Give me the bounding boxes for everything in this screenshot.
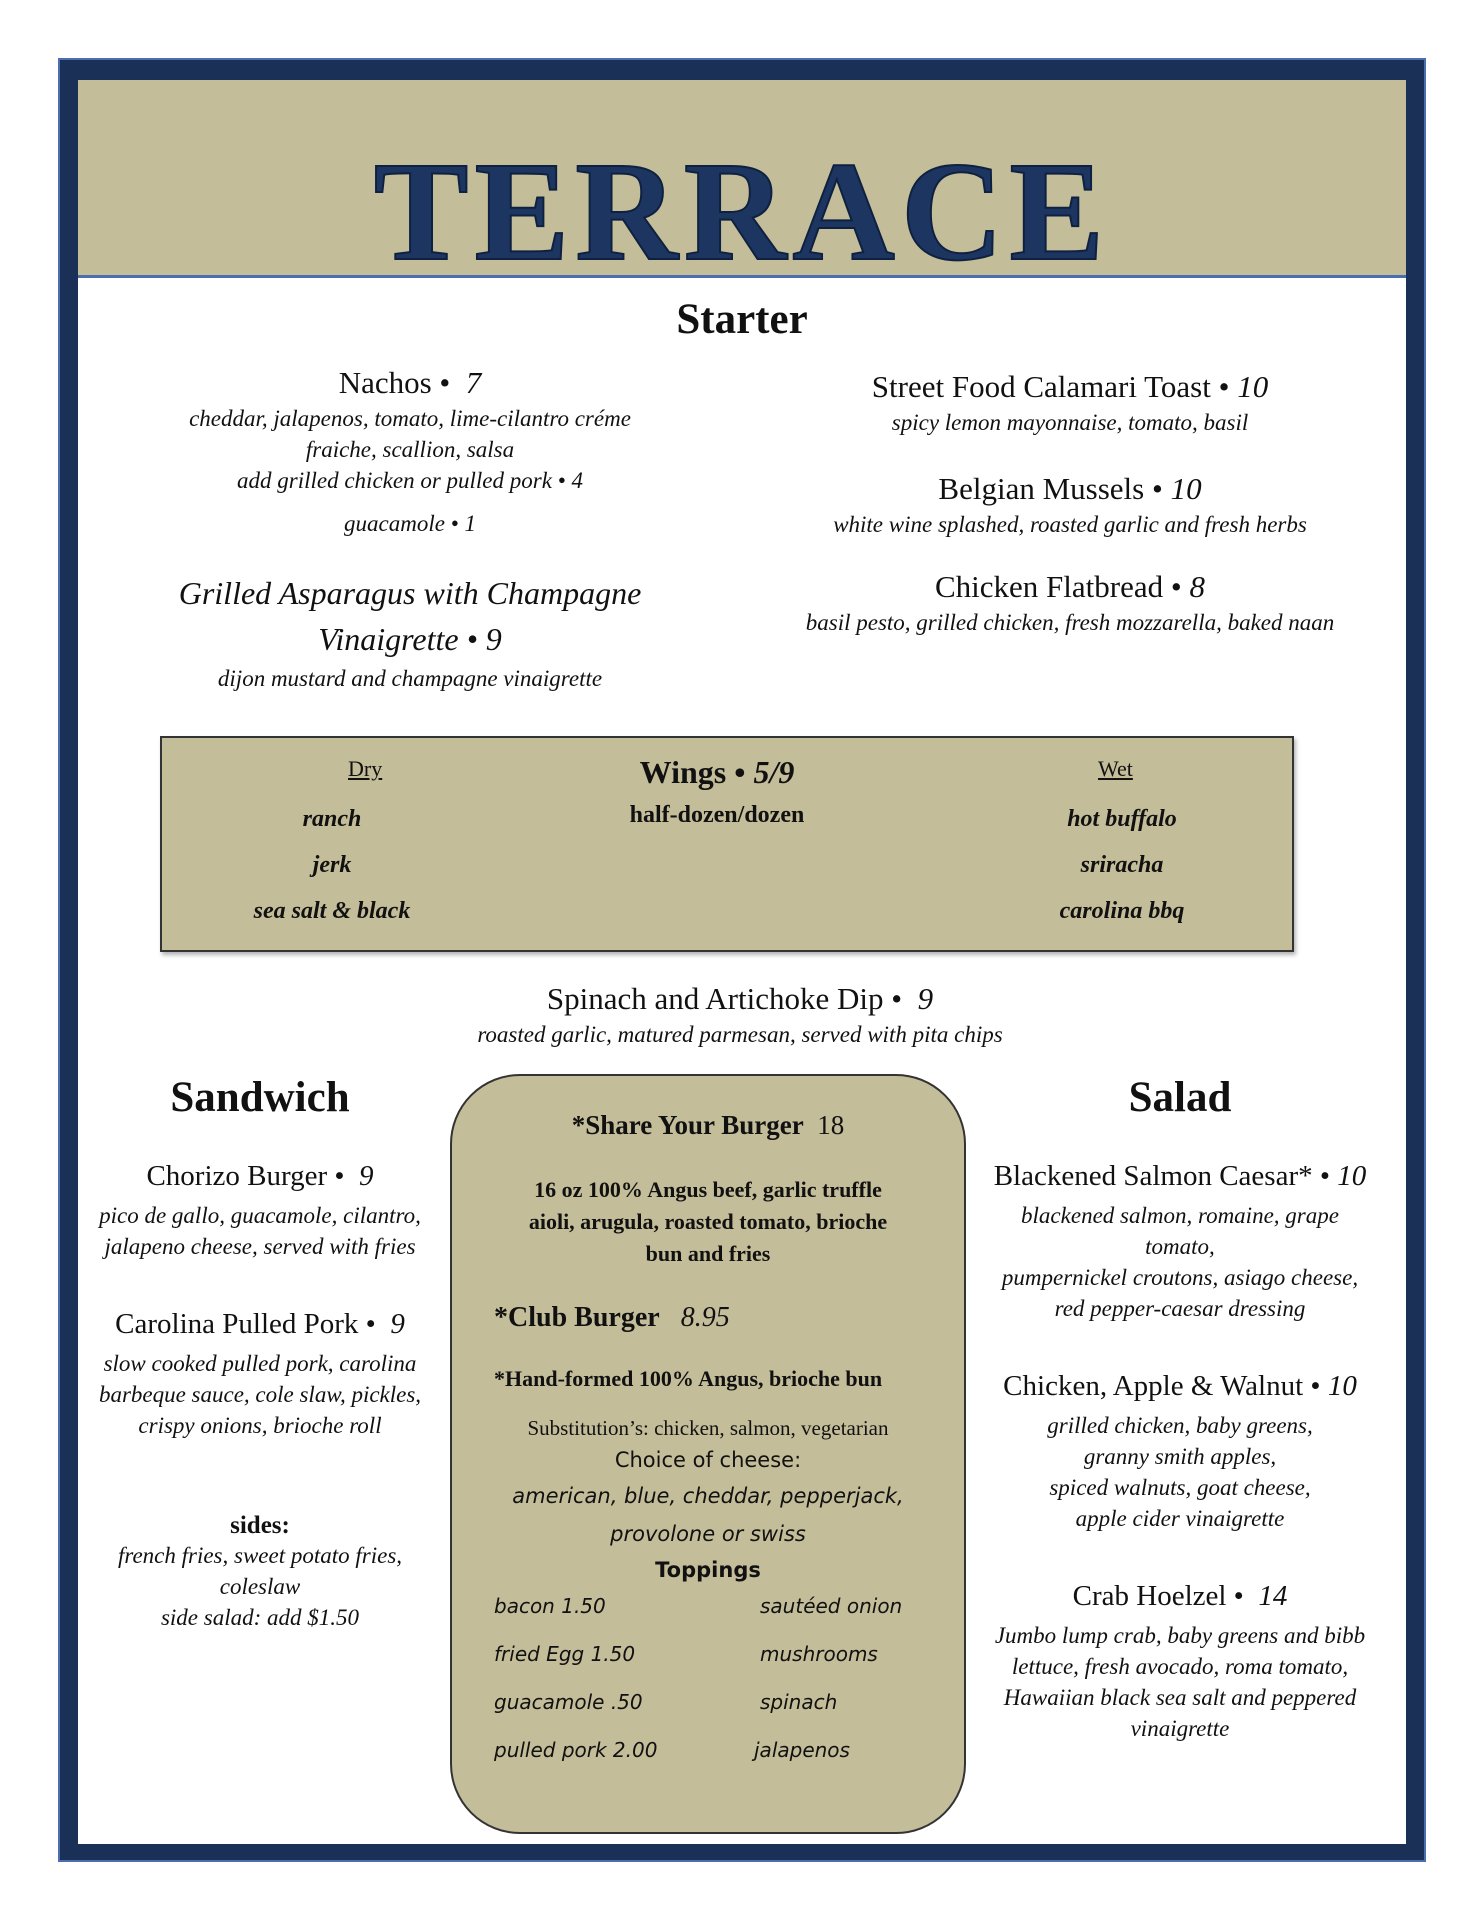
wings-wet-3: carolina bbq (1059, 898, 1185, 924)
crab-desc-2: lettuce, fresh avocado, roma tomato, (1011, 1654, 1349, 1680)
calamari-desc: spicy lemon mayonnaise, tomato, basil (891, 409, 1249, 435)
sides-line-2: coleslaw (219, 1574, 301, 1600)
cheese-label: Choice of cheese: (614, 1448, 802, 1472)
nachos-desc-2: fraiche, scallion, salsa (305, 436, 515, 462)
flatbread-price: 8 (1189, 569, 1205, 604)
dip-item (400, 980, 1080, 1050)
wings-box (160, 736, 1294, 952)
pulled-pork-desc-2: barbeque sauce, cole slaw, pickles, (98, 1382, 422, 1408)
crab-name: Crab Hoelzel • (1072, 1580, 1244, 1612)
asparagus-title-2: Vinaigrette • 9 (318, 621, 502, 658)
mussels-desc: white wine splashed, roasted garlic and fresh herbs (833, 511, 1307, 537)
chorizo-desc-1: pico de gallo, guacamole, cilantro, (99, 1203, 421, 1229)
wings-title (562, 754, 872, 791)
chorizo-desc-2: jalapeno cheese, served with fries (104, 1234, 416, 1260)
topping-right-1: sautéed onion (760, 1594, 903, 1618)
flatbread-name: Chicken Flatbread • (935, 569, 1182, 604)
topping-left-3: guacamole .50 (494, 1690, 643, 1714)
flatbread-desc: basil pesto, grilled chicken, fresh mozzarella, baked naan (805, 609, 1335, 635)
walnut-desc-4: apple cider vinaigrette (1075, 1506, 1285, 1532)
calamari-price: 10 (1237, 369, 1269, 404)
topping-right-4: jalapenos (754, 1738, 850, 1762)
sides-item (80, 1512, 440, 1633)
share-burger-title (452, 1110, 964, 1141)
club-burger-desc: *Hand-formed 100% Angus, brioche bun (494, 1366, 883, 1391)
caesar-name: Blackened Salmon Caesar* • (993, 1160, 1331, 1192)
crab-item (960, 1578, 1400, 1744)
wings-dry-2: jerk (312, 852, 352, 878)
pulled-pork-name: Carolina Pulled Pork • (115, 1308, 376, 1340)
nachos-item (150, 364, 670, 539)
wings-name: Wings • (639, 754, 746, 790)
walnut-desc-1: grilled chicken, baby greens, (1047, 1413, 1313, 1439)
mussels-name: Belgian Mussels • (938, 471, 1163, 506)
pulled-pork-price: 9 (390, 1308, 405, 1340)
nachos-name: Nachos • (338, 365, 451, 400)
crab-desc-3: Hawaiian black sea salt and peppered (1003, 1685, 1357, 1711)
wings-wet-2: sriracha (1080, 852, 1164, 878)
wings-subtitle: half-dozen/dozen (629, 802, 805, 828)
pulled-pork-desc-1: slow cooked pulled pork, carolina (103, 1351, 417, 1377)
nachos-desc-1: cheddar, jalapenos, tomato, lime-cilantro créme (189, 405, 631, 431)
mussels-item (760, 470, 1380, 540)
crab-desc-1: Jumbo lump crab, baby greens and bibb (994, 1623, 1366, 1649)
club-burger-price: 8.95 (680, 1302, 730, 1333)
wings-dry-3: sea salt & black (253, 898, 411, 924)
burger-box (450, 1074, 966, 1834)
cheese-options-2: provolone or swiss (610, 1522, 806, 1546)
chorizo-item (80, 1158, 440, 1262)
share-burger-desc-2: aioli, arugula, roasted tomato, brioche (528, 1208, 888, 1234)
share-burger-desc-1: 16 oz 100% Angus beef, garlic truffle (534, 1177, 882, 1202)
wings-dry-1: ranch (302, 806, 362, 832)
topping-right-2: mushrooms (760, 1642, 878, 1666)
starter-heading: Starter (676, 296, 808, 343)
walnut-name: Chicken, Apple & Walnut • (1003, 1370, 1321, 1402)
flatbread-item (760, 568, 1380, 638)
wings-wet-1: hot buffalo (1067, 806, 1177, 832)
asparagus-item (130, 570, 690, 694)
dip-desc: roasted garlic, matured parmesan, served with pita chips (477, 1021, 1003, 1047)
cheese-options-1: american, blue, cheddar, pepperjack, (512, 1484, 904, 1508)
walnut-price: 10 (1327, 1370, 1357, 1402)
terrace-logo: TERRACE (373, 132, 1111, 290)
nachos-addon: add grilled chicken or pulled pork • 4 (237, 467, 583, 493)
calamari-name: Street Food Calamari Toast • (871, 369, 1230, 404)
sides-line-1: french fries, sweet potato fries, (117, 1543, 403, 1568)
salad-heading: Salad (1128, 1074, 1232, 1121)
crab-price: 14 (1258, 1580, 1288, 1612)
nachos-guacamole: guacamole • 1 (344, 510, 476, 536)
sandwich-heading: Sandwich (170, 1074, 350, 1121)
topping-left-2: fried Egg 1.50 (494, 1642, 636, 1666)
dip-name: Spinach and Artichoke Dip • (546, 981, 903, 1016)
share-burger-name: *Share Your Burger (571, 1110, 804, 1140)
walnut-item (960, 1368, 1400, 1534)
sides-title: sides: (230, 1512, 290, 1539)
walnut-desc-3: spiced walnuts, goat cheese, (1049, 1475, 1311, 1501)
asparagus-title-1: Grilled Asparagus with Champagne (178, 575, 642, 611)
wings-wet-label: Wet (1098, 756, 1133, 781)
share-burger-desc (472, 1174, 944, 1270)
crab-desc-4: vinaigrette (1130, 1716, 1230, 1742)
topping-right-3: spinach (760, 1690, 838, 1714)
topping-left-1: bacon 1.50 (494, 1594, 606, 1618)
topping-left-4: pulled pork 2.00 (494, 1738, 658, 1762)
wings-price: 5/9 (753, 754, 795, 790)
club-burger-title (494, 1302, 730, 1334)
caesar-desc-3: pumpernickel croutons, asiago cheese, (1001, 1265, 1359, 1291)
club-burger-name: *Club Burger (494, 1302, 660, 1333)
walnut-desc-2: granny smith apples, (1083, 1444, 1277, 1470)
sides-line-3: side salad: add $1.50 (160, 1605, 360, 1631)
share-burger-desc-3: bun and fries (645, 1240, 771, 1266)
asparagus-desc: dijon mustard and champagne vinaigrette (217, 665, 603, 691)
share-burger-price: 18 (817, 1110, 845, 1140)
caesar-desc-1: blackened salmon, romaine, grape (1021, 1203, 1339, 1229)
chorizo-price: 9 (359, 1160, 374, 1192)
nachos-price: 7 (465, 365, 482, 400)
dip-price: 9 (917, 981, 934, 1016)
pulled-pork-item (80, 1306, 440, 1441)
caesar-item (960, 1158, 1400, 1324)
caesar-price: 10 (1337, 1160, 1367, 1192)
substitution-text: Substitution’s: chicken, salmon, vegetarian (527, 1416, 889, 1440)
wings-dry-label: Dry (348, 756, 383, 781)
toppings-label: Toppings (655, 1558, 761, 1582)
calamari-item (760, 368, 1380, 438)
chorizo-name: Chorizo Burger • (146, 1160, 345, 1192)
pulled-pork-desc-3: crispy onions, brioche roll (138, 1413, 382, 1439)
caesar-desc-2: tomato, (1145, 1234, 1215, 1260)
mussels-price: 10 (1170, 471, 1202, 506)
caesar-desc-4: red pepper-caesar dressing (1054, 1296, 1306, 1322)
